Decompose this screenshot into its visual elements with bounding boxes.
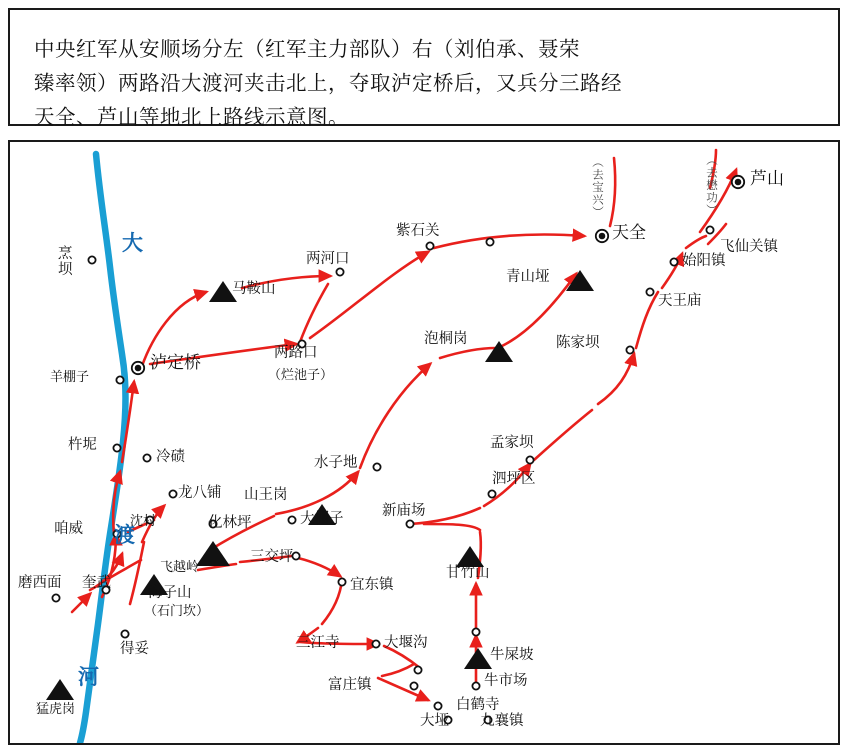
river-char-he: 河 xyxy=(78,665,99,689)
place-label-detuo: 得妥 xyxy=(120,641,149,657)
place-sublabel-lianchizi: （烂池子） xyxy=(268,368,334,383)
place-label-kuiwu: 奎武 xyxy=(82,575,111,591)
place-label-hualinping: 化林坪 xyxy=(208,515,252,531)
map-canvas xyxy=(10,142,838,743)
place-label-qingshanya: 青山垭 xyxy=(506,269,550,285)
place-label-zanwei: 咱威 xyxy=(54,521,83,537)
place-label-mengjiaba: 孟家坝 xyxy=(490,435,534,451)
title-panel xyxy=(8,8,840,129)
route-label-to-baoxing: （去宝兴） xyxy=(591,156,605,219)
place-label-baihesi: 白鹤寺 xyxy=(456,697,500,713)
place-label-fuzhuangzhen: 富庄镇 xyxy=(328,677,372,693)
place-label-paotonggang: 泡桐岗 xyxy=(424,331,468,347)
place-label-xinmiaochang: 新庙场 xyxy=(382,503,426,519)
place-label-zishixi: 紫石关 xyxy=(396,223,440,239)
place-label-sanjiaoping: 三交坪 xyxy=(250,549,294,565)
place-label-shencun: 沈村 xyxy=(130,514,157,529)
place-label-daya: 大垭 xyxy=(420,713,449,729)
title-line-3: 天全、芦山等地北上路线示意图。 xyxy=(34,105,349,129)
place-label-lushan: 芦山 xyxy=(750,169,784,189)
place-label-yidongzhen: 宜东镇 xyxy=(350,577,394,593)
place-label-shuiziti: 水子地 xyxy=(314,455,358,471)
place-label-tianquan: 天全 xyxy=(612,223,646,243)
place-label-siping: 泗坪区 xyxy=(492,471,536,487)
place-label-ganzhushan: 甘竹山 xyxy=(446,565,490,581)
place-label-haizishan: 海子山 xyxy=(148,585,192,601)
place-label-shanwanggang: 山王岗 xyxy=(244,487,288,503)
place-label-chuni: 杵坭 xyxy=(68,437,97,453)
place-label-tianwangmiao: 天王庙 xyxy=(658,293,702,309)
place-sublabel-shimenkan: （石门坎） xyxy=(144,604,210,619)
place-label-shiyangzhen: 始阳镇 xyxy=(682,253,726,269)
place-label-niushichang: 牛市场 xyxy=(484,673,528,689)
place-label-menghugang: 猛虎岗 xyxy=(36,702,76,717)
place-label-feixianguanzhen: 飞仙关镇 xyxy=(720,239,778,255)
place-label-niushipo: 牛屎坡 xyxy=(490,647,534,663)
place-label-lianglukou: 两路口 xyxy=(274,345,318,361)
title-line-2: 臻率领）两路沿大渡河夹击北上，夺取泸定桥后，又兵分三路经 xyxy=(34,71,622,95)
place-label-pengba: 烹 坝 xyxy=(58,246,73,278)
place-label-jiuxiangzhen: 九襄镇 xyxy=(480,713,524,729)
place-label-lianghekou: 两河口 xyxy=(306,251,350,267)
place-label-feiyueling: 飞越岭 xyxy=(160,560,200,575)
place-label-maanshan: 马鞍山 xyxy=(232,281,276,297)
place-label-yangpengzi: 羊棚子 xyxy=(50,370,90,385)
place-label-dayangou: 大堰沟 xyxy=(384,635,428,651)
river-char-du: 渡 xyxy=(114,523,135,547)
place-label-sanjiangsi: 三江寺 xyxy=(296,635,340,651)
river-char-da: 大 xyxy=(122,231,143,255)
place-label-chenjiaba: 陈家坝 xyxy=(556,335,600,351)
route-label-to-monggong: （去懋功） xyxy=(705,154,719,217)
place-label-moxi: 磨西面 xyxy=(18,575,62,591)
place-label-lengqi: 冷碛 xyxy=(156,449,185,465)
place-label-dapengzi: 大棚子 xyxy=(300,511,344,527)
page-title xyxy=(34,32,818,134)
place-label-longbapu: 龙八铺 xyxy=(178,485,222,501)
place-label-ludingqiao: 泸定桥 xyxy=(150,353,201,373)
map-panel xyxy=(8,140,840,745)
title-line-1: 中央红军从安顺场分左（红军主力部队）右（刘伯承、聂荣 xyxy=(34,37,580,61)
